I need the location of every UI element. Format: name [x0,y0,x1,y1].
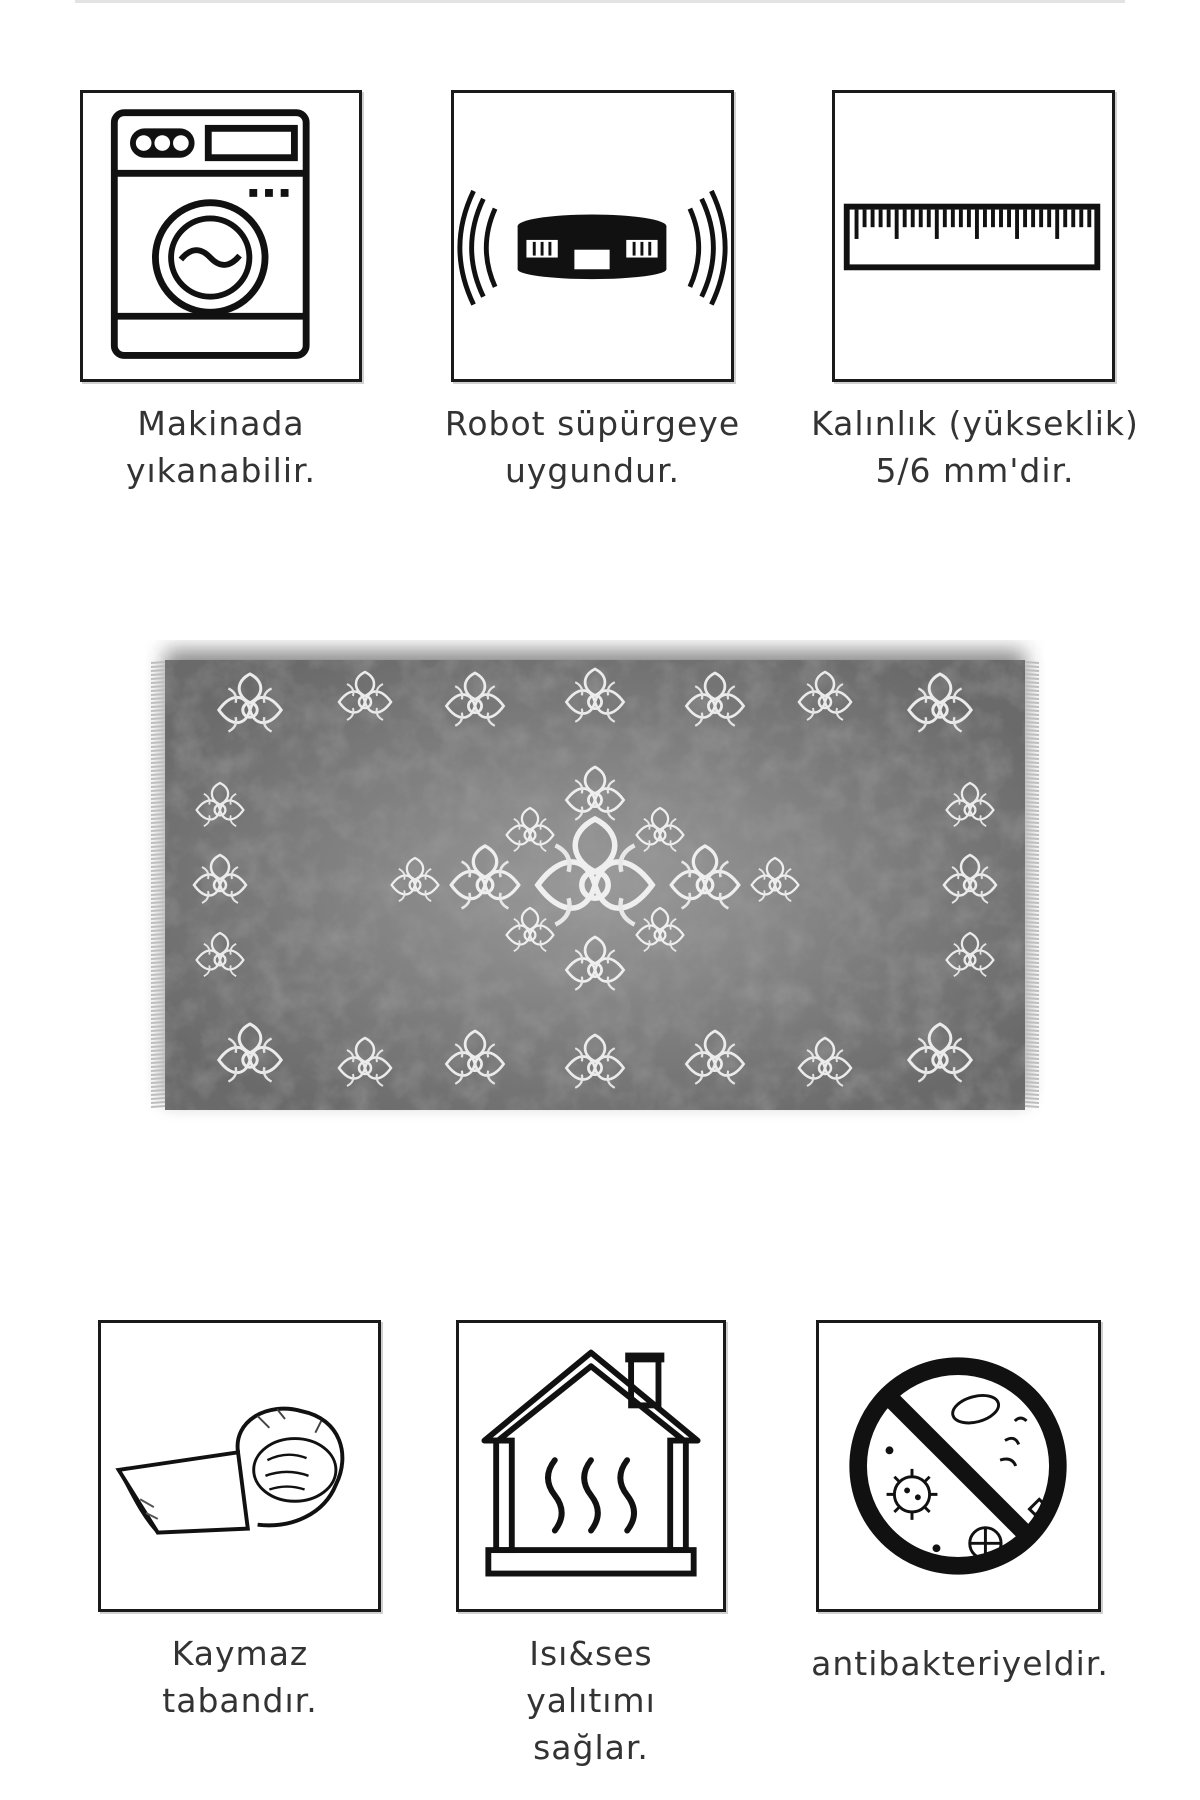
top-divider [75,0,1125,3]
caption-line: Robot süpürgeye [444,404,741,443]
insulation-caption [440,1630,742,1771]
robot-vacuum-icon [454,93,731,379]
rug-image [145,640,1045,1130]
ruler-icon [835,93,1112,379]
caption-line: Isı&ses [529,1634,653,1673]
robot-vacuum-card [451,90,734,382]
antibacterial-card [816,1320,1101,1612]
caption-line: yıkanabilir. [125,451,317,490]
washable-caption [80,400,362,494]
caption-line: sağlar. [533,1728,649,1767]
antibacterial-caption [780,1640,1140,1687]
caption-line: yalıtımı [526,1681,656,1720]
grey-damask-rug-image [145,640,1045,1130]
non-slip-backing-icon [101,1323,378,1609]
caption-line: uygundur. [504,451,681,490]
caption-line: 5/6 mm'dir. [875,451,1075,490]
caption-line: Makinada [137,404,305,443]
thickness-card [832,90,1115,382]
heat-insulation-house-icon [459,1323,723,1609]
non-slip-card [98,1320,381,1612]
caption-line: Kalınlık (yükseklik) [811,404,1139,443]
caption-line: tabandır. [162,1681,318,1720]
insulation-card [456,1320,726,1612]
robot-vacuum-caption [420,400,765,494]
non-slip-caption [80,1630,400,1724]
washing-machine-icon [83,93,359,379]
thickness-caption [790,400,1160,494]
washing-machine-card [80,90,362,382]
caption-line: antibakteriyeldir. [811,1644,1109,1683]
caption-line: Kaymaz [171,1634,309,1673]
antibacterial-icon [819,1323,1098,1609]
